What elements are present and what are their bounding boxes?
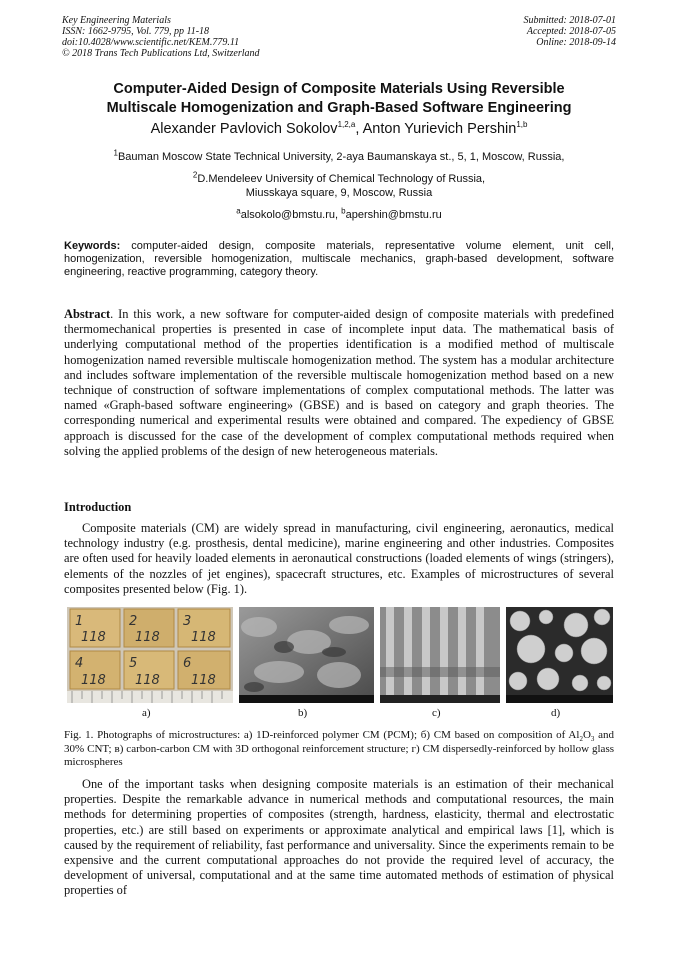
abstract-block bbox=[64, 307, 614, 459]
author-superscript: 1,b bbox=[516, 120, 528, 130]
sample-number: 5 bbox=[129, 656, 138, 671]
affiliation-1 bbox=[62, 150, 616, 164]
affiliation-text: Miusskaya square, 9, Moscow, Russia bbox=[245, 187, 433, 199]
author-emails bbox=[62, 208, 616, 222]
sample-code: 118 bbox=[191, 673, 216, 688]
title-line-2: Multiscale Homogenization and Graph-Based Software Engineering bbox=[106, 100, 572, 116]
composite-samples-image bbox=[67, 607, 233, 703]
affiliation-text: D.Mendeleev University of Chemical Technology of Russia, bbox=[197, 173, 486, 185]
figure-photo-d bbox=[506, 607, 613, 703]
caption-subscript: 3 bbox=[590, 735, 595, 744]
sample-number: 4 bbox=[75, 656, 84, 671]
sem-micrograph-image bbox=[239, 607, 374, 703]
doi-line: doi:10.4028/www.scientific.net/KEM.779.11 bbox=[62, 37, 240, 48]
carbon-carbon-image bbox=[380, 607, 500, 703]
author-superscript: 1,2,a bbox=[337, 120, 356, 130]
caption-text: and 30% CNT; в) carbon-carbon CM with 3D orthogonal reinforcement structure; г) CM dispersedly-reinforced by hollow glass microspheres bbox=[64, 729, 614, 768]
caption-subscript: 2 bbox=[579, 735, 583, 744]
email-address: alsokolo@bmstu.ru, bbox=[240, 209, 342, 221]
abstract-label: Abstract bbox=[64, 307, 111, 321]
sample-code: 118 bbox=[191, 630, 216, 645]
figure-label-d: d) bbox=[551, 707, 561, 719]
figure-caption bbox=[64, 729, 614, 770]
author-name: Alexander Pavlovich Sokolov bbox=[150, 121, 338, 137]
caption-text: Fig. 1. Photographs of microstructures: а) 1D-reinforced polymer CM (PCM); б) CM based on composition of Al bbox=[64, 729, 580, 741]
introduction-heading: Introduction bbox=[64, 500, 132, 514]
affiliation-2 bbox=[62, 172, 616, 200]
sample-number: 2 bbox=[129, 614, 138, 629]
email-superscript: a bbox=[236, 206, 241, 216]
author-separator: , bbox=[355, 121, 363, 137]
sample-code: 118 bbox=[81, 630, 106, 645]
sample-code: 118 bbox=[135, 673, 160, 688]
paper-title bbox=[62, 80, 616, 118]
microspheres-image bbox=[506, 607, 613, 703]
introduction-paragraph-2: One of the important tasks when designing composite materials is an estimation of their mechanical properties. Despite the remarkable advance in numerical methods and computational resources, the main methods for determining properties of composites (strength, hardness, elasticity, thermal and electrostatic properties, etc.) are still based on experiments or approximate analytical and empirical laws [1], which is caused by the requirement of reliability, fast performance and universality. Since the experiments remain to be expensive and the current computational approaches do not provide the required level of accuracy, the development of universal, computational and at the same time automated methods of estimation of physical properties of bbox=[64, 777, 614, 898]
copyright-line: © 2018 Trans Tech Publications Ltd, Switzerland bbox=[62, 48, 260, 59]
keywords-text: computer-aided design, composite materials, representative volume element, unit cell, homogenization, reversible homogenization, multiscale mechanics, graph-based development, software engineering, reactive programming, category theory. bbox=[64, 240, 614, 278]
journal-header bbox=[62, 15, 260, 59]
figure-label-c: c) bbox=[432, 707, 441, 719]
author-name: Anton Yurievich Pershin bbox=[362, 121, 517, 137]
affiliation-superscript: 1 bbox=[113, 148, 118, 158]
figure-label-b: b) bbox=[298, 707, 308, 719]
affiliation-text: Bauman Moscow State Technical University, 2-aya Baumanskaya st., 5, 1, Moscow, Russia, bbox=[117, 151, 565, 163]
email-address: apershin@bmstu.ru bbox=[345, 209, 442, 221]
figure-photo-c bbox=[380, 607, 500, 703]
keywords-block bbox=[64, 240, 614, 279]
online-date: Online: 2018-09-14 bbox=[536, 37, 616, 48]
journal-name: Key Engineering Materials bbox=[62, 15, 171, 26]
figure-photo-a bbox=[67, 607, 233, 703]
abstract-text: . In this work, a new software for computer-aided design of composite materials with predefined thermomechanical properties is presented in case of incomplete input data. The mathematical basis of underlying computational method of the properties identification is a modified method of multiscale homogenization named reversible multiscale homogenization method. The system has a modular architecture and includes software implementation of the reversible multiscale homogenization method based on a new technique of construction of software implementations of complex computational methods. The latter was named «Graph-based software engineering» (GBSE) and is based on category and graph theories. The corresponding numerical and experimental results were obtained and compared. The expediency of GBSE approach is discussed for the case of the development of complex computational methods required when solving the applied problems of the design of new heterogeneous materials. bbox=[64, 307, 614, 458]
figure-label-a: a) bbox=[142, 707, 151, 719]
submitted-date: Submitted: 2018-07-01 bbox=[523, 15, 616, 26]
author-list bbox=[62, 121, 616, 137]
sample-number: 6 bbox=[183, 656, 192, 671]
issn-line: ISSN: 1662-9795, Vol. 779, pp 11-18 bbox=[62, 26, 210, 37]
caption-text: O bbox=[582, 729, 591, 741]
figure-photo-b bbox=[239, 607, 374, 703]
sample-number: 3 bbox=[183, 614, 192, 629]
dates-header bbox=[524, 15, 617, 48]
keywords-label: Keywords: bbox=[64, 240, 121, 252]
affiliation-superscript: 2 bbox=[192, 170, 198, 180]
email-superscript: b bbox=[341, 206, 346, 216]
sample-code: 118 bbox=[135, 630, 160, 645]
introduction-paragraph-1: Composite materials (CM) are widely spread in manufacturing, civil engineering, aeronautics, medical technology industry (e.g. prosthesis, dental medicine), marine engineering and other industries. Composites are often used for heavily loaded elements in aeronautical constructions (loaded elements of wings (stringers), elements of the nozzles of jet engines), spacecraft structures, etc. Examples of microstructures of several composites presented below (Fig. 1). bbox=[64, 521, 614, 596]
title-line-1: Computer-Aided Design of Composite Materials Using Reversible bbox=[113, 81, 565, 97]
accepted-date: Accepted: 2018-07-05 bbox=[526, 26, 616, 37]
sample-number: 1 bbox=[75, 614, 84, 629]
sample-code: 118 bbox=[81, 673, 106, 688]
